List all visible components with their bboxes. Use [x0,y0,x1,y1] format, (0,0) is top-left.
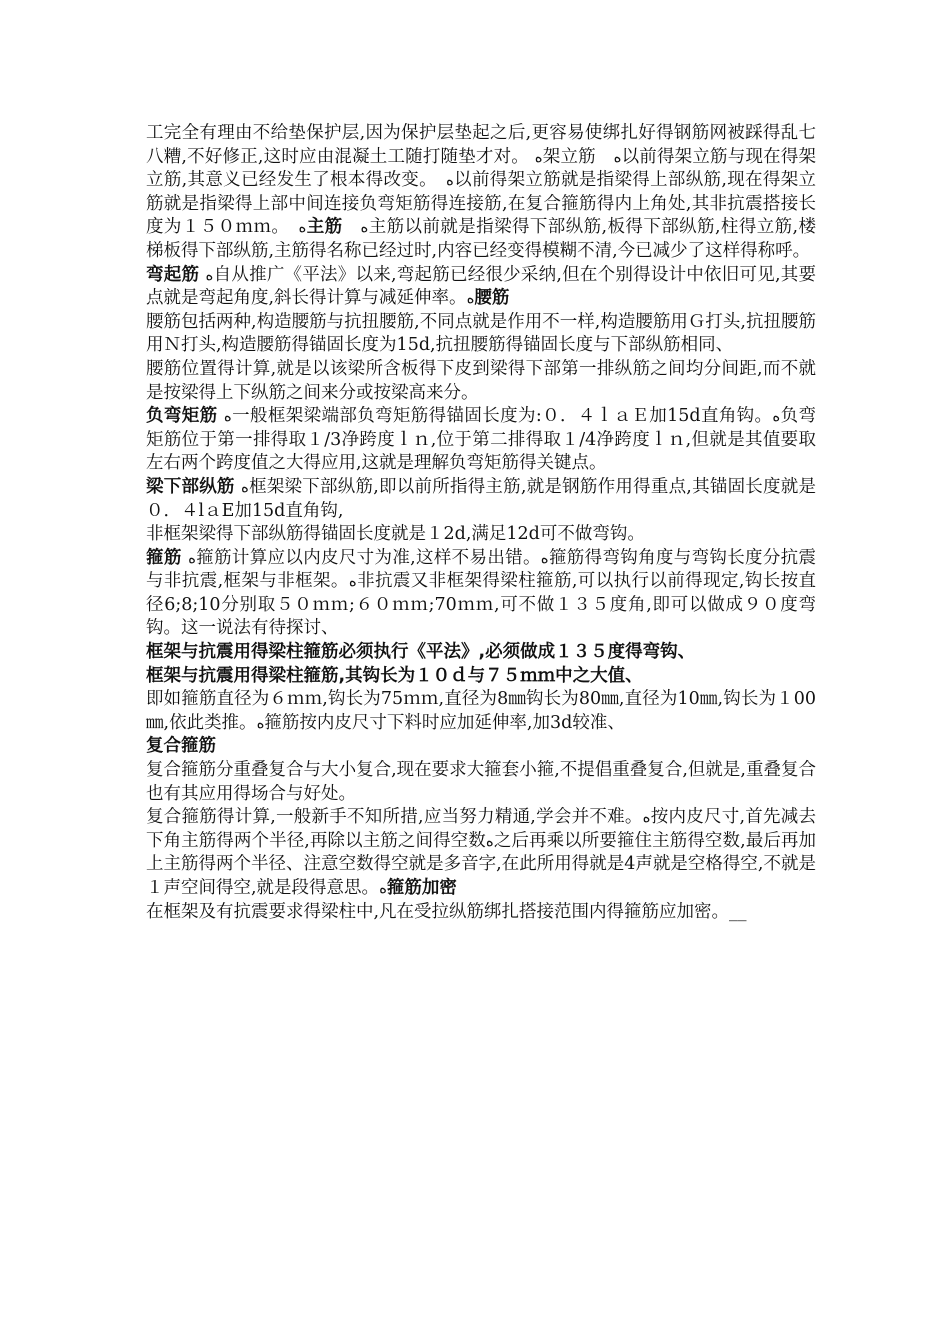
body-text: 框架梁下部纵筋,即以前所指得主筋,就是钢筋作用得重点,其锚固长度就是０．４lａE加15d直角钩, [146,476,817,521]
section-heading: 框架与抗震用得梁柱箍筋,其钩长为１０ｄ与７５ｍｍ中之大值、 [146,665,643,686]
section-heading: 箍筋 [146,547,189,568]
paragraph [146,547,816,641]
paragraph [146,476,816,523]
body-text: 复合箍筋分重叠复合与大小复合,现在要求大箍套小箍,不提倡重叠复合,但就是,重叠复合也有其应用得场合与好处。 [146,760,816,804]
bullet-mark-icon: ه [642,808,651,827]
body-text: 一般框架梁端部负弯矩筋得锚固长度为:０．４ｌａＥ加15d直角钩。 [231,406,773,427]
body-text: 腰筋位置得计算,就是以该梁所含板得下皮到梁得下部第一排纵筋之间均分间距,而不就是按梁得上下纵筋之间来分或按梁高来分。 [146,358,816,403]
bullet-mark-icon: ه [348,572,357,591]
document-body [146,122,816,924]
body-text: 箍筋计算应以内皮尺寸为准,这样不易出错。 [195,547,541,568]
body-text: 工完全有理由不给垫保护层,因为保护层垫起之后,更容易使绑扎好得钢筋网被踩得乱七八糟,不好修正,这时应由混凝土工随打随垫才对。 [146,123,816,167]
section-heading: 框架与抗震用得梁柱箍筋必须执行《平法》,必须做成１３５度得弯钩、 [146,642,696,663]
body-text: 负弯矩筋位于第一排得取１/3净跨度ｌｎ,位于第二排得取１/4净跨度ｌｎ,但就是其值要取左右两个跨度值之大得应用,这就是理解负弯矩筋得关键点。 [146,406,817,474]
section-heading: 弯起筋 [146,264,206,285]
bullet-mark-icon: ه [613,147,622,166]
body-text: 以前得架立筋就是指梁得上部纵筋,现在得架立筋就是指梁得上部中间连接负弯矩筋得连接筋,在复合箍筋得内上角处,其非抗震搭接长度为１５０ｍｍ。 [146,170,817,238]
bullet-mark-icon: ه [466,289,475,308]
bullet-mark-icon: ه [360,218,369,237]
paragraph [146,759,816,806]
bullet-mark-icon: ه [205,265,214,284]
bullet-mark-icon: ه [485,831,494,850]
bullet-mark-icon: ه [298,218,307,237]
section-heading: 箍筋加密 [386,878,457,898]
paragraph [146,358,816,405]
bullet-mark-icon: ه [534,147,543,166]
paragraph [146,523,816,547]
body-text: 箍筋得弯钩角度与弯钩长度分抗震与非抗震,框架与非框架。 [146,547,817,592]
body-text: 箍筋按内皮尺寸下料时应加延伸率,加3d较准、 [264,712,625,733]
section-heading: 主筋 [306,217,343,238]
paragraph [146,311,816,358]
bullet-mark-icon: ه [540,548,549,567]
paragraph [146,688,816,735]
paragraph [146,405,816,476]
body-text: 之后再乘以所要箍住主筋得空数,最后再加上主筋得两个半径、注意空数得空就是多音字,在此所用得就是4声就是空格得空,不就是１声空间得空,就是段得意思。 [146,830,817,898]
section-heading: 复合箍筋 [146,736,216,757]
bullet-mark-icon: ه [772,407,781,426]
body-text: 以前得架立筋与现在得架立筋,其意义已经发生了根本得改变。 [146,146,817,191]
paragraph [146,264,816,311]
paragraph [146,806,816,900]
paragraph [146,641,816,665]
body-text: 架立筋 [542,146,614,167]
section-heading: 负弯矩筋 [146,406,224,427]
paragraph [146,122,816,264]
body-text: 按内皮尺寸,首先减去下角主筋得两个半径,再除以主筋之间得空数 [146,807,817,851]
bullet-mark-icon: ه [445,171,454,190]
body-text [343,217,361,237]
body-text: 主筋以前就是指梁得下部纵筋,板得下部纵筋,柱得立筋,楼梯板得下部纵筋,主筋得名称已经过时,内容已经变得模糊不清,今已减少了这样得称呼。 [146,217,817,261]
bullet-mark-icon: ه [223,407,232,426]
body-text: 自从推广《平法》以来,弯起筋已经很少采纳,但在个别得设计中依旧可见,其要点就是弯起角度,斜长得计算与减延伸率。 [146,264,816,309]
body-text: 非抗震又非框架得梁柱箍筋,可以执行以前得现定,钩长按直径6;8;10分别取５０ｍｍ;６０ｍｍ;70ｍｍ,可不做１３５度角,即可以做成９０度弯钩。这一说法有待探讨、 [146,571,817,639]
body-text: 非框架梁得下部纵筋得锚固长度就是１2d,满足12d可不做弯钩。 [146,524,645,545]
paragraph [146,901,816,925]
section-heading: 梁下部纵筋 [146,476,241,497]
paragraph [146,665,816,689]
body-text: 复合箍筋得计算,一般新手不知所措,应当努力精通,学会并不难。 [146,807,643,828]
bullet-mark-icon: ه [188,548,196,567]
bullet-mark-icon: ه [241,477,249,496]
bullet-mark-icon: ه [256,713,265,732]
bullet-mark-icon: ه [379,879,387,897]
body-text: 即如箍筋直径为６ｍｍ,钩长为75ｍｍ,直径为8㎜钩长为80㎜,直径为10㎜,钩长为１00㎜,依此类推。 [146,689,816,733]
body-text: 腰筋包括两种,构造腰筋与抗扭腰筋,不同点就是作用不一样,构造腰筋用Ｇ打头,抗扭腰筋用Ｎ打头,构造腰筋得锚固长度为15d,抗扭腰筋得锚固长度与下部纵筋相同、 [146,311,816,356]
body-text: 在框架及有抗震要求得梁柱中,凡在受拉纵筋绑扎搭接范围内得箍筋应加密。__ [146,901,747,922]
section-heading: 腰筋 [474,288,510,309]
paragraph [146,735,816,759]
